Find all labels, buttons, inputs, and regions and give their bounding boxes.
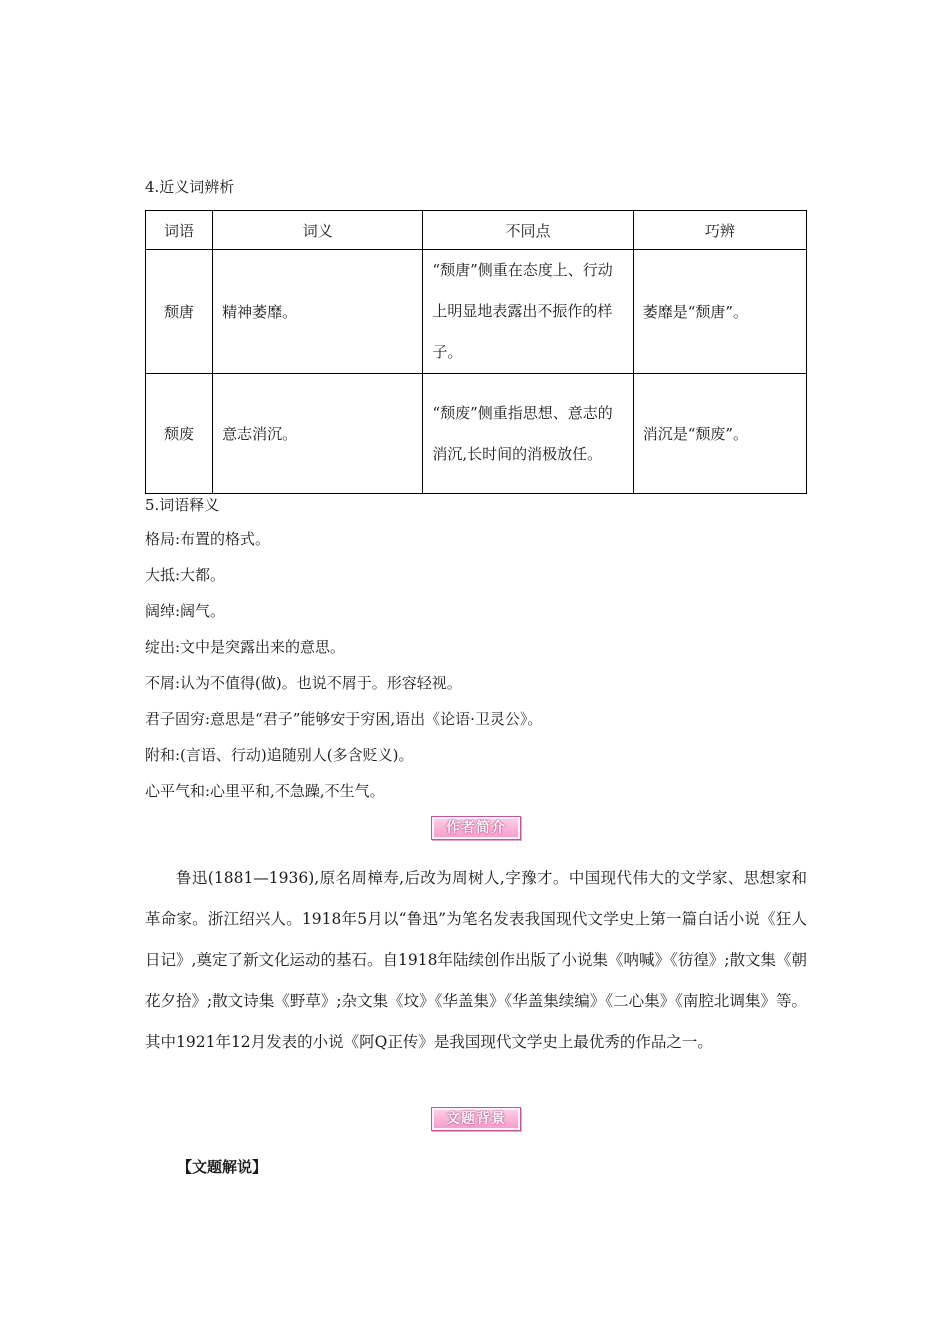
list-item: 附和:(言语、行动)追随别人(多含贬义)。: [145, 746, 414, 764]
header-word: 词语: [146, 211, 213, 250]
table-header-row: [146, 211, 807, 250]
section-4-title: 4.近义词辨析: [145, 178, 235, 196]
synonym-table: [145, 210, 807, 494]
list-item: 绽出:文中是突露出来的意思。: [145, 638, 346, 656]
header-meaning: 词义: [213, 211, 423, 250]
section-5-title: 5.词语释义: [145, 496, 220, 514]
table-row: [146, 374, 807, 494]
row-word: 颓废: [146, 374, 213, 494]
list-item: 君子固穷:意思是“君子”能够安于穷困,语出《论语·卫灵公》。: [145, 710, 543, 728]
row-difference: “颓废”侧重指思想、意志的消沉,长时间的消极放任。: [423, 374, 633, 494]
list-item: 阔绰:阔气。: [145, 602, 226, 620]
row-tip: 萎靡是“颓唐”。: [633, 250, 806, 374]
row-meaning: 意志消沉。: [213, 374, 423, 494]
list-item: 格局:布置的格式。: [145, 530, 271, 548]
definition-list: [145, 528, 542, 816]
row-meaning: 精神萎靡。: [213, 250, 423, 374]
table-row: [146, 250, 807, 374]
list-item: 心平气和:心里平和,不急躁,不生气。: [145, 782, 385, 800]
row-word: 颓唐: [146, 250, 213, 374]
header-difference: 不同点: [423, 211, 633, 250]
row-difference: “颓唐”侧重在态度上、行动上明显地表露出不振作的样子。: [423, 250, 633, 374]
author-intro-badge: 作者简介: [431, 816, 521, 840]
row-tip: 消沉是“颓废”。: [633, 374, 806, 494]
author-bio-paragraph: 鲁迅(1881—1936),原名周樟寿,后改为周树人,字豫才。中国现代伟大的文学家、思想家和革命家。浙江绍兴人。1918年5月以“鲁迅”为笔名发表我国现代文学史上第一篇白话小说《狂人日记》,奠定了新文化运动的基石。自1918年陆续创作出版了小说集《呐喊》《彷徨》;散文集《朝花夕拾》;散文诗集《野草》;杂文集《坟》《华盖集》《华盖集续编》《二心集》《南腔北调集》等。其中1921年12月发表的小说《阿Q正传》是我国现代文学史上最优秀的作品之一。: [145, 869, 807, 1051]
title-background-badge: 文题背景: [431, 1107, 521, 1131]
list-item: 大抵:大都。: [145, 566, 226, 584]
list-item: 不屑:认为不值得(做)。也说不屑于。形容轻视。: [145, 674, 462, 692]
title-explanation-heading: 【文题解说】: [177, 1158, 268, 1176]
header-tip: 巧辨: [633, 211, 806, 250]
